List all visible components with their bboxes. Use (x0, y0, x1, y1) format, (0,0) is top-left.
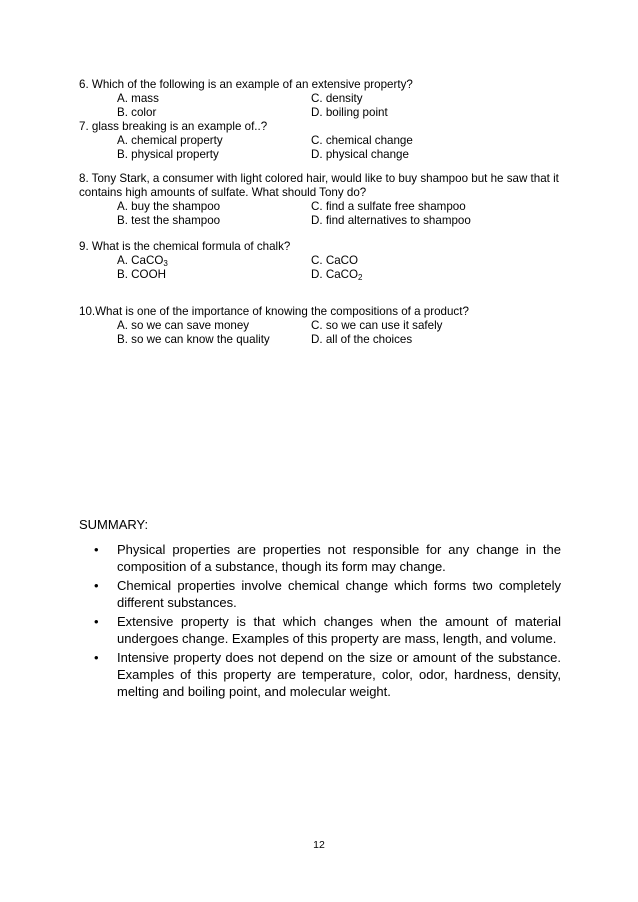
question-9-option-d-subscript: 2 (358, 273, 363, 282)
summary-heading: SUMMARY: (79, 517, 149, 532)
question-6-option-a: A. mass (117, 92, 159, 105)
summary-bullet-4 (79, 649, 561, 700)
question-8-stem: 8. Tony Stark, a consumer with light colored hair, would like to buy shampoo but he saw that it contains high amounts of sulfate. What should Tony do? (79, 172, 559, 199)
question-9-stem: 9. What is the chemical formula of chalk? (79, 240, 291, 253)
question-10-stem: 10.What is one of the importance of knowing the compositions of a product? (79, 305, 469, 318)
summary-bullet-1-text: Physical properties are properties not responsible for any change in the composition of a substance, though its form may change. (117, 542, 561, 574)
question-7-options-row-1 (79, 134, 569, 148)
question-8 (79, 172, 569, 228)
question-9-option-a-subscript: 3 (163, 259, 168, 268)
summary-bullet-1 (79, 541, 561, 575)
question-9-options-row-2 (79, 268, 569, 282)
bullet-icon: • (94, 650, 99, 665)
question-7-option-c: C. chemical change (311, 134, 413, 147)
question-9-option-a-text: A. CaCO (117, 254, 164, 267)
question-7-stem: 7. glass breaking is an example of..? (79, 120, 268, 133)
question-8-option-d: D. find alternatives to shampoo (311, 214, 471, 227)
question-10-options-row-2 (79, 333, 569, 347)
bullet-icon: • (94, 542, 99, 557)
question-9-option-a (79, 254, 311, 268)
question-6-option-c: C. density (311, 92, 363, 105)
question-7-option-b: B. physical property (117, 148, 219, 161)
page-number: 12 (313, 839, 325, 851)
summary-bullet-3-text: Extensive property is that which changes when the amount of material undergoes change. Examples of this property are mass, length, and volume. (117, 614, 561, 646)
question-10-option-b: B. so we can know the quality (117, 333, 270, 346)
question-8-option-c: C. find a sulfate free shampoo (311, 200, 466, 213)
question-9-option-c: C. CaCO (311, 254, 359, 267)
summary-bullet-3 (79, 613, 561, 647)
question-9-option-b: B. COOH (117, 268, 166, 281)
question-10 (79, 305, 569, 347)
summary-bullet-2-text: Chemical properties involve chemical change which forms two completely different substances. (117, 578, 561, 610)
summary-bullet-4-text: Intensive property does not depend on the size or amount of the substance. Examples of this property are temperature, color, odor, hardness, density, melting and boiling point, and molecular weight. (117, 650, 561, 699)
question-6-stem: 6. Which of the following is an example of an extensive property? (79, 78, 413, 91)
question-9-option-d (311, 268, 362, 282)
question-9-option-d-text: D. CaCO (311, 268, 359, 281)
question-8-options-row-2 (79, 214, 569, 228)
summary-bullet-2 (79, 577, 561, 611)
question-7-option-a: A. chemical property (117, 134, 223, 147)
question-9-options-row-1 (79, 254, 569, 268)
question-7-option-d: D. physical change (311, 148, 409, 161)
question-8-option-a: A. buy the shampoo (117, 200, 221, 213)
question-6-option-b: B. color (117, 106, 157, 119)
question-10-options-row-1 (79, 319, 569, 333)
question-10-option-d: D. all of the choices (311, 333, 413, 346)
question-6 (79, 78, 569, 162)
question-6-options-row-2 (79, 106, 569, 120)
question-8-option-b: B. test the shampoo (117, 214, 221, 227)
question-10-option-c: C. so we can use it safely (311, 319, 443, 332)
question-9 (79, 240, 569, 282)
question-8-options-row-1 (79, 200, 569, 214)
summary-section (79, 541, 561, 702)
question-6-option-d: D. boiling point (311, 106, 388, 119)
question-10-option-a: A. so we can save money (117, 319, 250, 332)
bullet-icon: • (94, 614, 99, 629)
bullet-icon: • (94, 578, 99, 593)
question-7-options-row-2 (79, 148, 569, 162)
question-6-options-row-1 (79, 92, 569, 106)
summary-list (79, 541, 561, 700)
